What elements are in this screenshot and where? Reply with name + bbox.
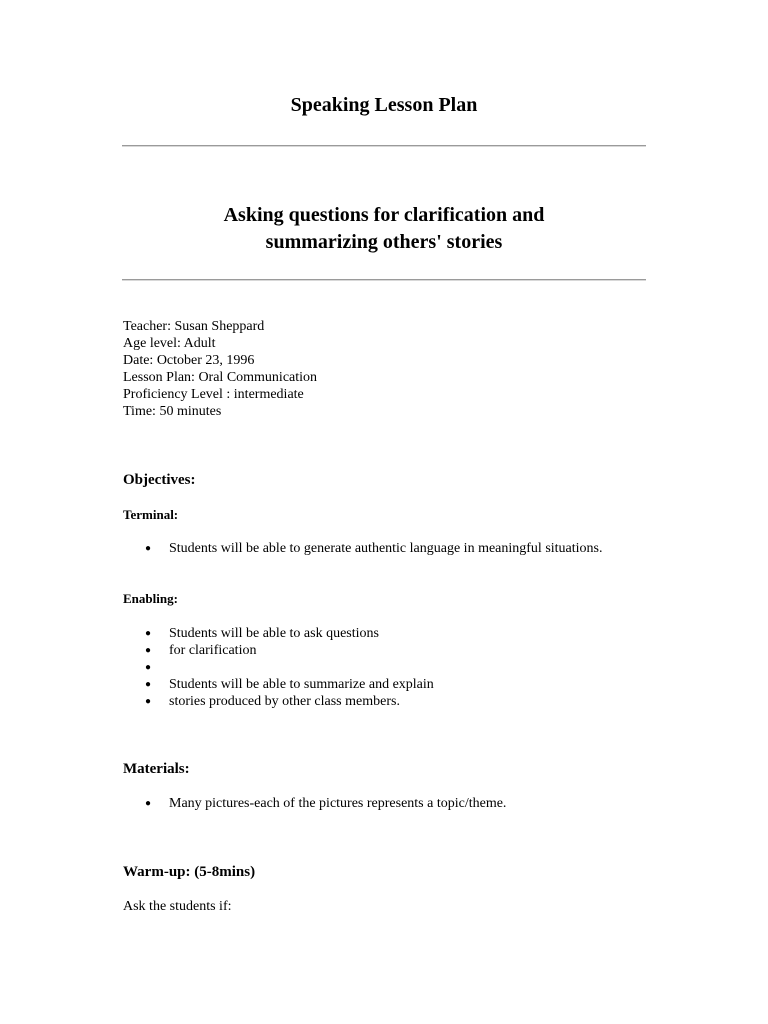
list-item: [123, 625, 603, 642]
info-time: Time: 50 minutes: [123, 404, 222, 419]
bullet-icon: ●: [145, 679, 152, 690]
materials-heading: Materials:: [123, 761, 190, 777]
horizontal-rule: [122, 145, 646, 147]
bullet-icon: ●: [145, 543, 152, 554]
list-item-text: Students will be able to summarize and explain: [169, 677, 434, 692]
list-item: [123, 540, 603, 557]
list-item: [123, 642, 603, 659]
bullet-icon: ●: [145, 662, 152, 673]
bullet-icon: ●: [145, 645, 152, 656]
terminal-list: [123, 540, 603, 557]
list-item: [123, 693, 603, 710]
info-lesson-plan: Lesson Plan: Oral Communication: [123, 370, 318, 385]
warmup-heading: Warm-up: (5-8mins): [123, 864, 256, 880]
info-proficiency-level: Proficiency Level : intermediate: [123, 387, 304, 402]
bullet-icon: ●: [145, 628, 152, 639]
list-item: [123, 795, 603, 812]
terminal-heading: Terminal:: [123, 507, 179, 522]
list-item: [123, 659, 603, 676]
document-subtitle-line-1: Asking questions for clarification and: [223, 204, 545, 226]
list-item: [123, 676, 603, 693]
bullet-icon: ●: [145, 798, 152, 809]
info-date: Date: October 23, 1996: [123, 353, 255, 368]
document-subtitle-line-2: summarizing others' stories: [265, 231, 503, 253]
info-teacher: Teacher: Susan Sheppard: [123, 319, 265, 334]
horizontal-rule: [122, 279, 646, 281]
document-title: Speaking Lesson Plan: [290, 94, 478, 116]
list-item-text: Students will be able to ask questions: [169, 626, 379, 641]
bullet-icon: ●: [145, 696, 152, 707]
info-age-level: Age level: Adult: [123, 336, 216, 351]
objectives-heading: Objectives:: [123, 472, 196, 488]
warmup-intro: Ask the students if:: [123, 899, 232, 914]
list-item-text: for clarification: [169, 643, 257, 658]
enabling-list: [123, 625, 603, 710]
list-item-text: Many pictures-each of the pictures represents a topic/theme.: [169, 796, 507, 811]
materials-list: [123, 795, 603, 812]
lesson-info-block: [123, 318, 317, 420]
list-item-text: stories produced by other class members.: [169, 694, 400, 709]
enabling-heading: Enabling:: [123, 591, 178, 606]
list-item-text: Students will be able to generate authentic language in meaningful situations.: [169, 541, 603, 556]
